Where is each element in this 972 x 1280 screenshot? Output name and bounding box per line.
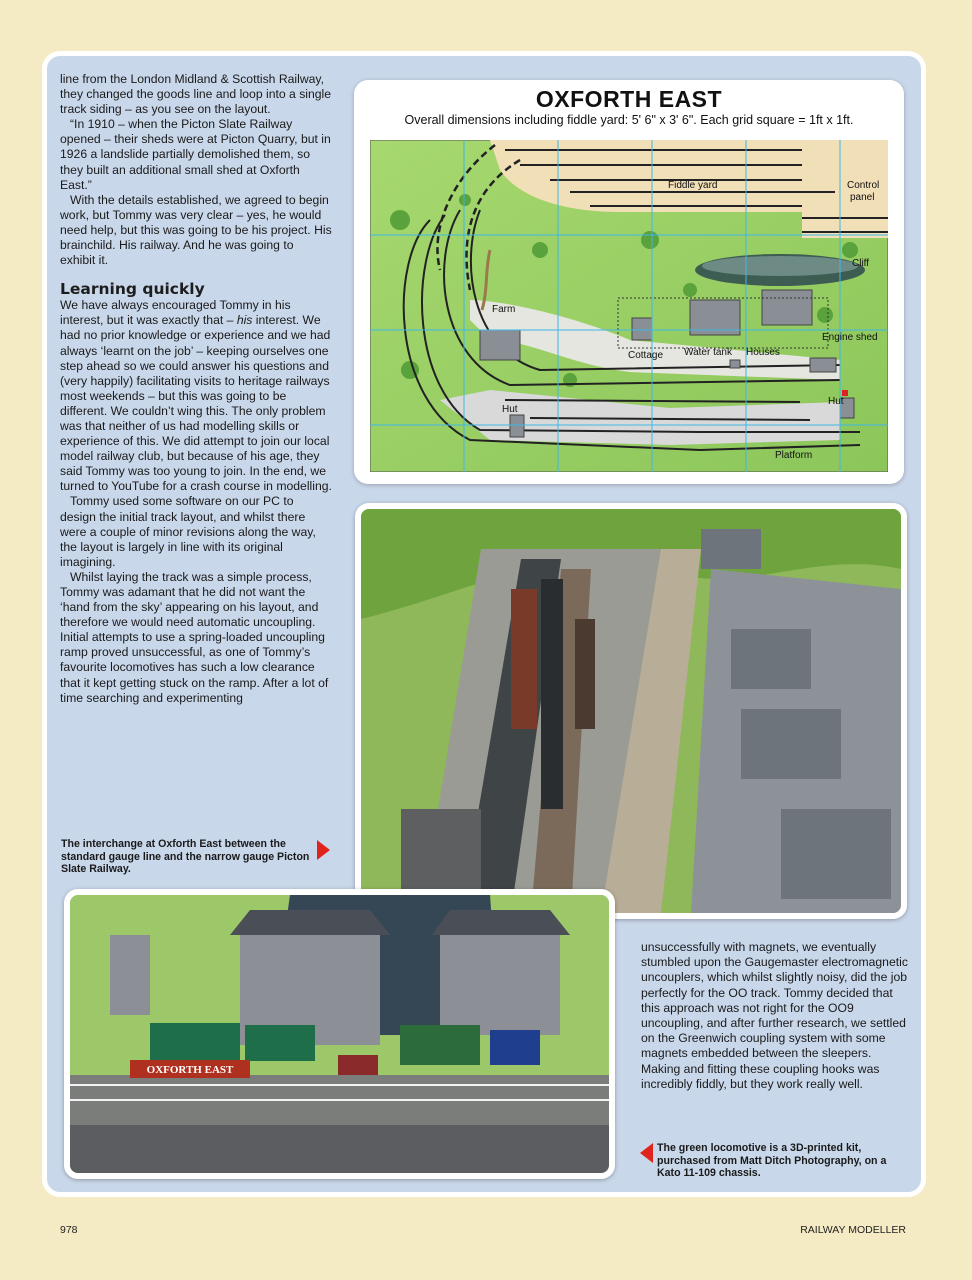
- engine-shed-building: [810, 358, 836, 372]
- learning-p1-emphasis: his: [236, 313, 253, 328]
- learning-paragraph-3: Whilst laying the track was a simple process, Tommy was adamant that he did not want the ‘hand from the sky’ appearing on his layout, and therefore we would need automatic uncoupling. Initial attempts to use a spring-loaded uncoupling ramp proved unsuccessful, as one of Tommy’s favourite locomotives has such a low clearance that it kept getting stuck on the ramp. After a lot of time searching and experimenting: [60, 569, 329, 705]
- interchange-photo: [355, 503, 907, 919]
- left-paragraph-2: “In 1910 – when the Picton Slate Railway opened – their sheds were at Picton Quarry, but in 1926 a landslide partially demolished them, so they built an additional small shed at Oxforth East.”: [60, 117, 331, 192]
- house-block-2: [762, 290, 812, 325]
- learning-paragraph-1: [60, 298, 332, 494]
- station-sign-text: OXFORTH EAST: [146, 1064, 234, 1076]
- learning-p1-before: We have always encouraged Tommy in his interest, but it was exactly that –: [60, 298, 291, 328]
- water-tank-building: [730, 360, 740, 368]
- label-hut-left: Hut: [502, 404, 518, 415]
- interchange-photo-image: [361, 509, 901, 913]
- label-farm: Farm: [492, 304, 516, 315]
- right-text-column: [641, 940, 911, 1092]
- label-engine-shed: Engine shed: [822, 332, 878, 343]
- learning-p1-after: interest. We had no prior knowledge or experience and we had always ‘learnt on the job’ – keeping ourselves one step ahead so we could answer his questions and (very happily) facilitating visits to heritage railways most weekends – but this was going to be different. We couldn’t wing this. The only problem was that neither of us had modelling skills or experience of this. We did attempt to join our local model railway club, but because of his age, they said Tommy was too young to join. In the end, we turned to YouTube for a crash course in modelling.: [60, 313, 332, 494]
- track-plan-diagram: [370, 140, 888, 472]
- track-plan-subtitle: Overall dimensions including fiddle yard: 5' 6" x 3' 6". Each grid square = 1ft x 1ft.: [404, 113, 854, 127]
- page-number: 978: [60, 1224, 78, 1236]
- label-cliff: Cliff: [852, 258, 870, 269]
- hut-left-building: [510, 415, 524, 437]
- farm-building: [480, 330, 520, 360]
- track-plan-card: [354, 80, 904, 484]
- green-loco-caption: The green locomotive is a 3D-printed kit, purchased from Matt Ditch Photography, on a Kato 11-109 chassis.: [657, 1142, 887, 1179]
- caption-pointer-right-icon: [317, 840, 330, 860]
- left-text-column: [60, 72, 332, 706]
- right-paragraph: unsuccessfully with magnets, we eventually stumbled upon the Gaugemaster electromagnetic uncouplers, which whilst slightly noisy, did the job perfectly for the OO track. Tommy decided that this approach was not right for the OO9 uncoupling, and after further research, we settled on the Greenwich coupling system with some magnets embedded between the sleepers. Making and fitting these coupling hooks was incredibly fiddly, but they work really well.: [641, 940, 908, 1091]
- label-platform: Platform: [775, 450, 813, 461]
- station-photo: [64, 889, 615, 1179]
- label-water-tank: Water tank: [684, 347, 732, 358]
- left-paragraph-1: line from the London Midland & Scottish Railway, they changed the goods line and loop into a single track siding – as you see on the layout.: [60, 72, 332, 117]
- label-hut-right: Hut: [828, 396, 844, 407]
- station-photo-image: [70, 895, 609, 1173]
- label-houses: Houses: [746, 347, 780, 358]
- label-fiddle-yard: Fiddle yard: [668, 180, 718, 191]
- interchange-caption: The interchange at Oxforth East between the standard gauge line and the narrow gauge Picton Slate Railway.: [61, 838, 310, 875]
- left-paragraph-3: With the details established, we agreed to begin work, but Tommy was very clear – yes, he would need help, but this was going to be his project. His brainchild. His railway. And he was going to exhibit it.: [60, 192, 332, 268]
- label-control: Control: [847, 180, 880, 191]
- label-cottage: Cottage: [628, 350, 664, 361]
- cottage-building: [632, 318, 652, 340]
- section-heading: Learning quickly: [60, 280, 205, 299]
- label-panel: panel: [850, 192, 875, 203]
- magazine-name: RAILWAY MODELLER: [800, 1224, 906, 1236]
- learning-paragraph-2: Tommy used some software on our PC to design the initial track layout, and whilst there were a couple of minor revisions along the way, the layout is largely in line with its original imagining.: [60, 494, 316, 569]
- track-plan-title: OXFORTH EAST: [535, 86, 723, 112]
- caption-pointer-left-icon: [640, 1143, 653, 1163]
